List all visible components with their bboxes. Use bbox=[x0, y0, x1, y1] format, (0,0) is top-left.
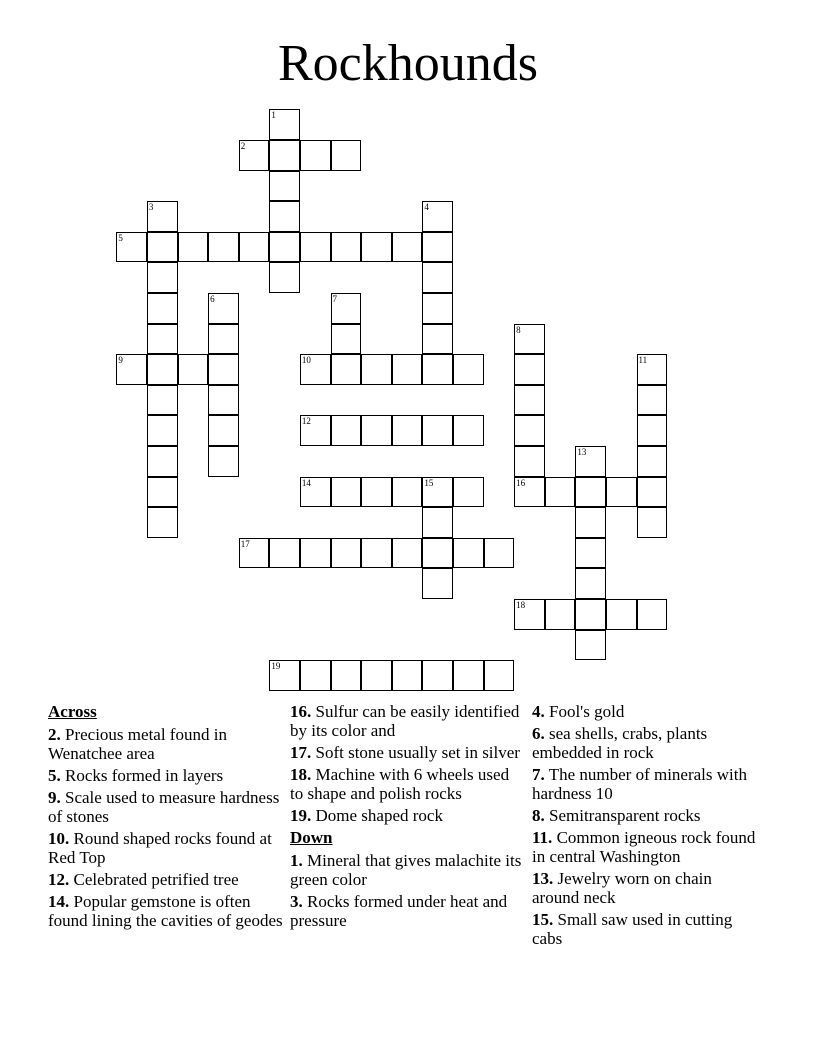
grid-cell[interactable] bbox=[361, 232, 392, 263]
grid-cell[interactable] bbox=[545, 477, 576, 508]
grid-cell[interactable] bbox=[147, 232, 178, 263]
grid-cell[interactable] bbox=[453, 415, 484, 446]
down-clue-4: 4. Fool's gold bbox=[532, 702, 625, 721]
down-clue-6: 6. sea shells, crabs, plants embedded in rock bbox=[532, 724, 708, 762]
grid-cell[interactable] bbox=[637, 415, 668, 446]
clue-number: 2 bbox=[240, 140, 246, 151]
grid-cell[interactable] bbox=[331, 324, 362, 355]
clue-number: 18 bbox=[516, 599, 526, 610]
grid-cell[interactable] bbox=[361, 660, 392, 691]
grid-cell[interactable] bbox=[147, 477, 178, 508]
grid-cell[interactable] bbox=[422, 568, 453, 599]
clue-number: 13 bbox=[577, 446, 587, 457]
clue-number: 11 bbox=[638, 355, 648, 366]
grid-cell[interactable] bbox=[637, 446, 668, 477]
clue-number: 15 bbox=[424, 477, 434, 488]
grid-cell[interactable] bbox=[269, 109, 300, 140]
grid-cell[interactable] bbox=[178, 232, 209, 263]
grid-cell[interactable] bbox=[178, 354, 209, 385]
grid-cell[interactable] bbox=[514, 599, 545, 630]
clue-number: 8 bbox=[516, 324, 521, 335]
down-clue-11: 11. Common igneous rock found in central Washington bbox=[532, 828, 756, 866]
clue-number: 6 bbox=[210, 293, 215, 304]
grid-cell[interactable] bbox=[422, 507, 453, 538]
grid-cell[interactable] bbox=[300, 477, 331, 508]
grid-cell[interactable] bbox=[575, 599, 606, 630]
grid-cell[interactable] bbox=[361, 538, 392, 569]
grid-cell[interactable] bbox=[637, 599, 668, 630]
grid-cell[interactable] bbox=[637, 354, 668, 385]
grid-cell[interactable] bbox=[147, 201, 178, 232]
grid-cell[interactable] bbox=[637, 477, 668, 508]
grid-cell[interactable] bbox=[575, 568, 606, 599]
clue-number: 1 bbox=[271, 110, 276, 121]
down-heading: Down bbox=[290, 828, 333, 847]
grid-cell[interactable] bbox=[331, 232, 362, 263]
clue-number: 19 bbox=[271, 661, 281, 672]
grid-cell[interactable] bbox=[147, 354, 178, 385]
grid-cell[interactable] bbox=[422, 201, 453, 232]
grid-cell[interactable] bbox=[269, 262, 300, 293]
grid-cell[interactable] bbox=[392, 538, 423, 569]
clue-number: 17 bbox=[240, 538, 250, 549]
grid-cell[interactable] bbox=[147, 507, 178, 538]
grid-cell[interactable] bbox=[239, 232, 270, 263]
grid-cell[interactable] bbox=[331, 660, 362, 691]
clue-number: 14 bbox=[301, 477, 311, 488]
across-clue-10: 10. Round shaped rocks found at Red Top bbox=[48, 829, 272, 867]
clues-column-2 bbox=[290, 702, 526, 933]
grid-cell[interactable] bbox=[361, 354, 392, 385]
clue-number: 3 bbox=[148, 202, 154, 213]
grid-cell[interactable] bbox=[545, 599, 576, 630]
grid-cell[interactable] bbox=[300, 354, 331, 385]
grid-cell[interactable] bbox=[269, 201, 300, 232]
grid-cell[interactable] bbox=[300, 538, 331, 569]
grid-cell[interactable] bbox=[361, 415, 392, 446]
across-clue-19: 19. Dome shaped rock bbox=[290, 806, 443, 825]
grid-cell[interactable] bbox=[392, 415, 423, 446]
grid-cell[interactable] bbox=[575, 477, 606, 508]
grid-cell[interactable] bbox=[514, 446, 545, 477]
grid-cell[interactable] bbox=[300, 232, 331, 263]
grid-cell[interactable] bbox=[575, 630, 606, 661]
grid-cell[interactable] bbox=[239, 538, 270, 569]
grid-cell[interactable] bbox=[208, 232, 239, 263]
across-clue-17: 17. Soft stone usually set in silver bbox=[290, 743, 520, 762]
clue-number: 7 bbox=[332, 293, 337, 304]
down-clue-8: 8. Semitransparent rocks bbox=[532, 806, 701, 825]
grid-cell[interactable] bbox=[484, 538, 515, 569]
grid-cell[interactable] bbox=[484, 660, 515, 691]
grid-cell[interactable] bbox=[147, 415, 178, 446]
grid-cell[interactable] bbox=[392, 660, 423, 691]
across-clue-2: 2. Precious metal found in Wenatchee area bbox=[48, 725, 227, 763]
grid-cell[interactable] bbox=[422, 232, 453, 263]
grid-cell[interactable] bbox=[422, 354, 453, 385]
grid-cell[interactable] bbox=[116, 232, 147, 263]
grid-cell[interactable] bbox=[147, 262, 178, 293]
grid-cell[interactable] bbox=[116, 354, 147, 385]
grid-cell[interactable] bbox=[269, 660, 300, 691]
grid-cell[interactable] bbox=[575, 538, 606, 569]
across-clue-12: 12. Celebrated petrified tree bbox=[48, 870, 239, 889]
grid-cell[interactable] bbox=[147, 324, 178, 355]
grid-cell[interactable] bbox=[147, 385, 178, 416]
grid-cell[interactable] bbox=[422, 477, 453, 508]
clue-number: 12 bbox=[301, 416, 311, 427]
grid-cell[interactable] bbox=[331, 293, 362, 324]
grid-cell[interactable] bbox=[331, 354, 362, 385]
grid-cell[interactable] bbox=[331, 415, 362, 446]
page-title: Rockhounds bbox=[278, 35, 538, 92]
grid-cell[interactable] bbox=[453, 354, 484, 385]
grid-cell[interactable] bbox=[208, 354, 239, 385]
grid-cell[interactable] bbox=[208, 415, 239, 446]
grid-cell[interactable] bbox=[269, 140, 300, 171]
down-clue-7: 7. The number of minerals with hardness 10 bbox=[532, 765, 747, 803]
across-clue-14: 14. Popular gemstone is often found lining the cavities of geodes bbox=[48, 892, 283, 930]
clues-column-1 bbox=[48, 702, 283, 933]
grid-cell[interactable] bbox=[331, 140, 362, 171]
clue-number: 16 bbox=[516, 477, 526, 488]
grid-cell[interactable] bbox=[208, 293, 239, 324]
grid-cell[interactable] bbox=[208, 324, 239, 355]
grid-cell[interactable] bbox=[514, 385, 545, 416]
grid-cell[interactable] bbox=[300, 660, 331, 691]
grid-cell[interactable] bbox=[453, 477, 484, 508]
grid-cell[interactable] bbox=[606, 477, 637, 508]
grid-cell[interactable] bbox=[239, 140, 270, 171]
grid-cell[interactable] bbox=[269, 538, 300, 569]
clue-number: 5 bbox=[118, 232, 123, 243]
down-clue-13: 13. Jewelry worn on chain around neck bbox=[532, 869, 712, 907]
grid-cell[interactable] bbox=[422, 538, 453, 569]
grid-cell[interactable] bbox=[514, 415, 545, 446]
grid-cell[interactable] bbox=[453, 660, 484, 691]
across-clue-18: 18. Machine with 6 wheels used to shape and polish rocks bbox=[290, 765, 510, 803]
grid-cell[interactable] bbox=[269, 171, 300, 202]
grid-cell[interactable] bbox=[575, 507, 606, 538]
across-heading: Across bbox=[48, 702, 97, 721]
grid-cell[interactable] bbox=[637, 385, 668, 416]
down-clue-15: 15. Small saw used in cutting cabs bbox=[532, 910, 733, 948]
down-clue-1: 1. Mineral that gives malachite its green color bbox=[290, 851, 522, 889]
grid-cell[interactable] bbox=[422, 262, 453, 293]
clue-number: 9 bbox=[118, 355, 123, 366]
grid-cell[interactable] bbox=[147, 293, 178, 324]
across-clue-16: 16. Sulfur can be easily identified by its color and bbox=[290, 702, 520, 740]
across-clue-9: 9. Scale used to measure hardness of stones bbox=[48, 788, 280, 826]
grid-cell[interactable] bbox=[392, 477, 423, 508]
grid-cell[interactable] bbox=[269, 232, 300, 263]
grid-cell[interactable] bbox=[514, 324, 545, 355]
grid-cell[interactable] bbox=[208, 385, 239, 416]
grid-cell[interactable] bbox=[637, 507, 668, 538]
grid-cell[interactable] bbox=[422, 415, 453, 446]
grid-cell[interactable] bbox=[208, 446, 239, 477]
clues-column-3 bbox=[532, 702, 762, 951]
clue-number: 4 bbox=[424, 202, 429, 213]
grid-cell[interactable] bbox=[361, 477, 392, 508]
grid-cell[interactable] bbox=[422, 660, 453, 691]
across-clue-5: 5. Rocks formed in layers bbox=[48, 766, 224, 785]
grid-cell[interactable] bbox=[331, 477, 362, 508]
grid-cell[interactable] bbox=[422, 293, 453, 324]
grid-cell[interactable] bbox=[514, 354, 545, 385]
grid-cell[interactable] bbox=[392, 232, 423, 263]
grid-cell[interactable] bbox=[331, 538, 362, 569]
grid-cell[interactable] bbox=[453, 538, 484, 569]
grid-cell[interactable] bbox=[422, 324, 453, 355]
grid-cell[interactable] bbox=[300, 415, 331, 446]
grid-cell[interactable] bbox=[392, 354, 423, 385]
grid-cell[interactable] bbox=[300, 140, 331, 171]
clue-number: 10 bbox=[301, 355, 311, 366]
grid-cell[interactable] bbox=[514, 477, 545, 508]
grid-cell[interactable] bbox=[147, 446, 178, 477]
down-clue-3: 3. Rocks formed under heat and pressure bbox=[290, 892, 508, 930]
grid-cell[interactable] bbox=[575, 446, 606, 477]
grid-cell[interactable] bbox=[606, 599, 637, 630]
